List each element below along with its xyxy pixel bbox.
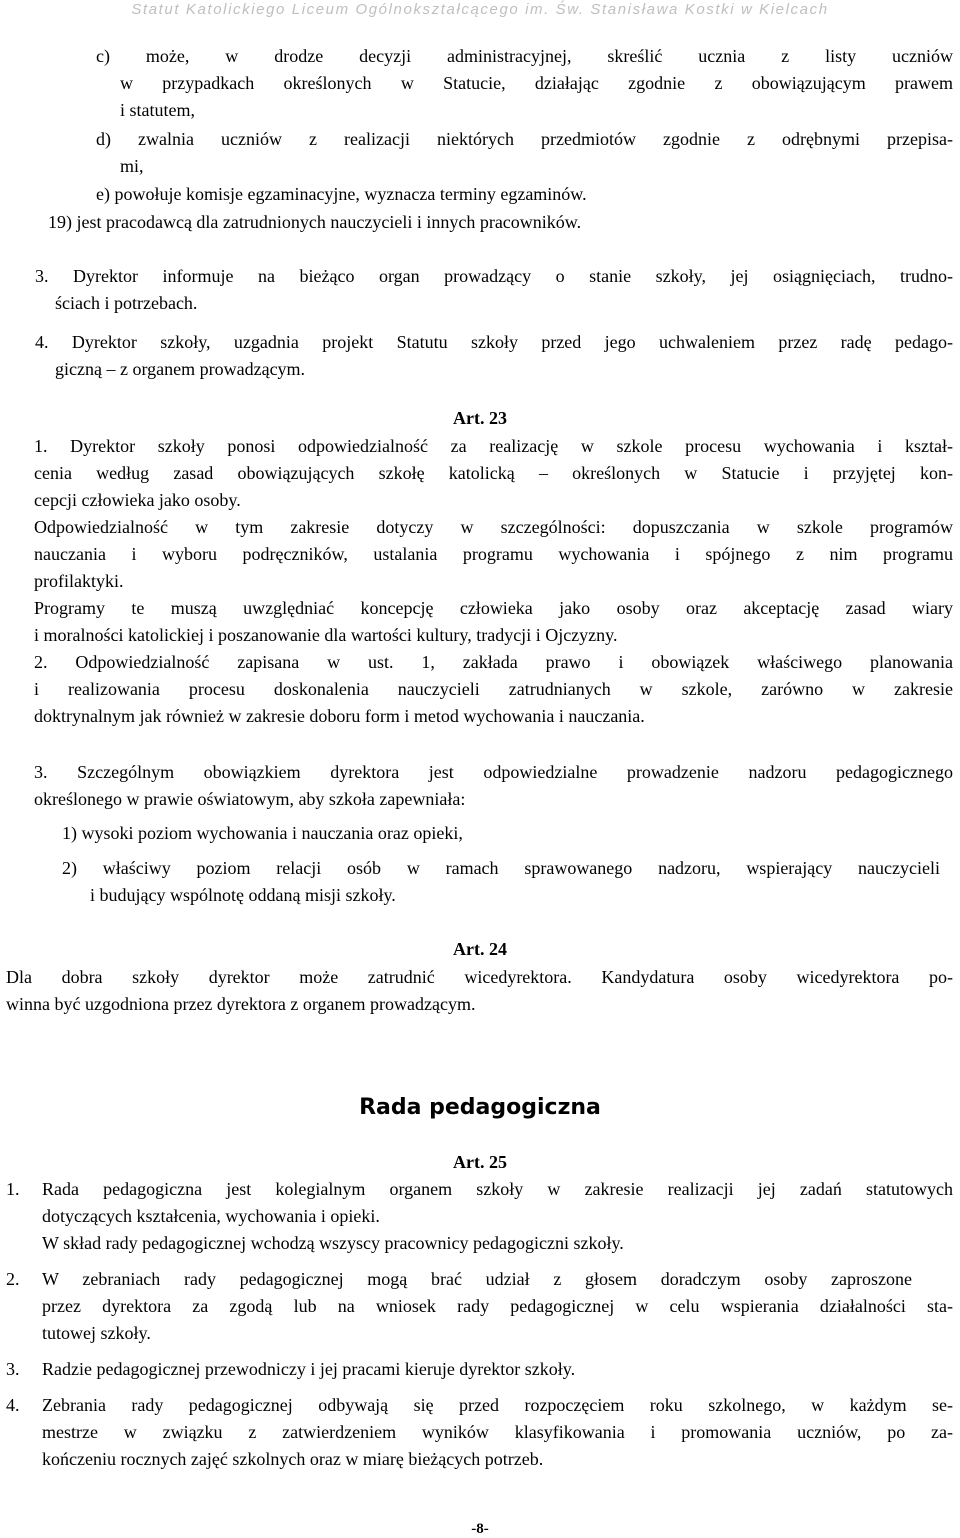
art-23-heading: Art. 23 [453, 408, 507, 428]
art-25-line: dotyczących kształcenia, wychowania i opieki. [42, 1206, 380, 1226]
art-24-line: Dla dobra szkoły dyrektor może zatrudnić wicedyrektora. Kandydatura osoby wicedyrektora po- [6, 967, 953, 987]
art-23-line: i moralności katolickiej i poszanowanie dla wartości kultury, tradycji i Ojczyzny. [34, 625, 618, 645]
item-c-line-1: c) może, w drodze decyzji administracyjnej, skreślić ucznia z listy uczniów [96, 46, 953, 66]
art-23-line: 3. Szczególnym obowiązkiem dyrektora jest odpowiedzialne prowadzenie nadzoru pedagogicznego [34, 762, 953, 782]
item-c-line-3: i statutem, [120, 100, 195, 120]
para-4-line-1: 4. Dyrektor szkoły, uzgadnia projekt Statutu szkoły przed jego uchwaleniem przez radę pedago- [35, 332, 953, 352]
art-23-line: i realizowania procesu doskonalenia nauczycieli zatrudnianych w szkole, zarówno w zakresie [34, 679, 953, 699]
art-25-line: mestrze w związku z zatwierdzeniem wyników klasyfikowania i promowania uczniów, po za- [42, 1422, 953, 1442]
item-c-line-2: w przypadkach określonych w Statucie, działając zgodnie z obowiązującym prawem [120, 73, 953, 93]
art-25-heading: Art. 25 [453, 1152, 507, 1172]
art-23-line: profilaktyki. [34, 571, 124, 591]
art-23-list-item-2: 2) właściwy poziom relacji osób w ramach sprawowanego nadzoru, wspierający nauczycieli [62, 858, 940, 878]
art-23-line: 1. Dyrektor szkoły ponosi odpowiedzialność za realizację w szkole procesu wychowania i kształ- [34, 436, 953, 456]
art-23-line: Odpowiedzialność w tym zakresie dotyczy w szczególności: dopuszczania w szkole programów [34, 517, 953, 537]
art-23-line: określonego w prawie oświatowym, aby szkoła zapewniała: [34, 789, 466, 809]
art-24-line: winna być uzgodniona przez dyrektora z organem prowadzącym. [6, 994, 476, 1014]
item-e-line-1: e) powołuje komisje egzaminacyjne, wyznacza terminy egzaminów. [96, 184, 587, 204]
art-23-list-item-2-cont: i budujący wspólnotę oddaną misji szkoły. [90, 885, 396, 905]
art-25-line: W skład rady pedagogicznej wchodzą wszyscy pracownicy pedagogiczni szkoły. [42, 1233, 624, 1253]
art-23-line: cepcji człowieka jako osoby. [34, 490, 241, 510]
art-23-line: doktrynalnym jak również w zakresie doboru form i metod wychowania i nauczania. [34, 706, 645, 726]
page-number: -8- [471, 1521, 489, 1537]
art-25-number-3: 3. [6, 1359, 20, 1379]
art-24-heading: Art. 24 [453, 939, 507, 959]
art-25-line: Rada pedagogiczna jest kolegialnym organem szkoły w zakresie realizacji jej zadań statutowych [42, 1179, 953, 1199]
art-25-number-1: 1. [6, 1179, 20, 1199]
item-d-line-2: mi, [120, 156, 144, 176]
art-23-line: cenia według zasad obowiązujących szkołę katolicką – określonych w Statucie i przyjętej kon- [34, 463, 953, 483]
art-25-number-4: 4. [6, 1395, 20, 1415]
para-3-line-2: ściach i potrzebach. [55, 293, 198, 313]
running-header: Statut Katolickiego Liceum Ogólnokształcącego im. Św. Stanisława Kostki w Kielcach [131, 1, 829, 18]
art-25-line: przez dyrektora za zgodą lub na wniosek rady pedagogicznej w celu wspierania działalności sta- [42, 1296, 953, 1316]
art-25-number-2: 2. [6, 1269, 20, 1289]
art-25-line: W zebraniach rady pedagogicznej mogą brać udział z głosem doradczym osoby zaproszone [42, 1269, 912, 1289]
art-23-line: 2. Odpowiedzialność zapisana w ust. 1, zakłada prawo i obowiązek właściwego planowania [34, 652, 953, 672]
art-23-list-item-1: 1) wysoki poziom wychowania i nauczania oraz opieki, [62, 823, 463, 843]
item-d-line-1: d) zwalnia uczniów z realizacji niektórych przedmiotów zgodnie z odrębnymi przepisa- [96, 129, 953, 149]
art-25-line: kończeniu rocznych zajęć szkolnych oraz w miarę bieżących potrzeb. [42, 1449, 544, 1469]
section-title: Rada pedagogiczna [359, 1095, 601, 1120]
art-25-line: tutowej szkoły. [42, 1323, 151, 1343]
art-23-line: Programy te muszą uwzględniać koncepcję człowieka jako osoby oraz akceptację zasad wiary [34, 598, 953, 618]
para-3-line-1: 3. Dyrektor informuje na bieżąco organ prowadzący o stanie szkoły, jej osiągnięciach, trudno- [35, 266, 953, 286]
art-23-line: nauczania i wyboru podręczników, ustalania programu wychowania i spójnego z nim programu [34, 544, 953, 564]
art-25-line: Radzie pedagogicznej przewodniczy i jej pracami kieruje dyrektor szkoły. [42, 1359, 576, 1379]
para-4-line-2: giczną – z organem prowadzącym. [55, 359, 306, 379]
art-25-line: Zebrania rady pedagogicznej odbywają się przed rozpoczęciem roku szkolnego, w każdym se- [42, 1395, 953, 1415]
item-19: 19) jest pracodawcą dla zatrudnionych nauczycieli i innych pracowników. [48, 212, 582, 232]
